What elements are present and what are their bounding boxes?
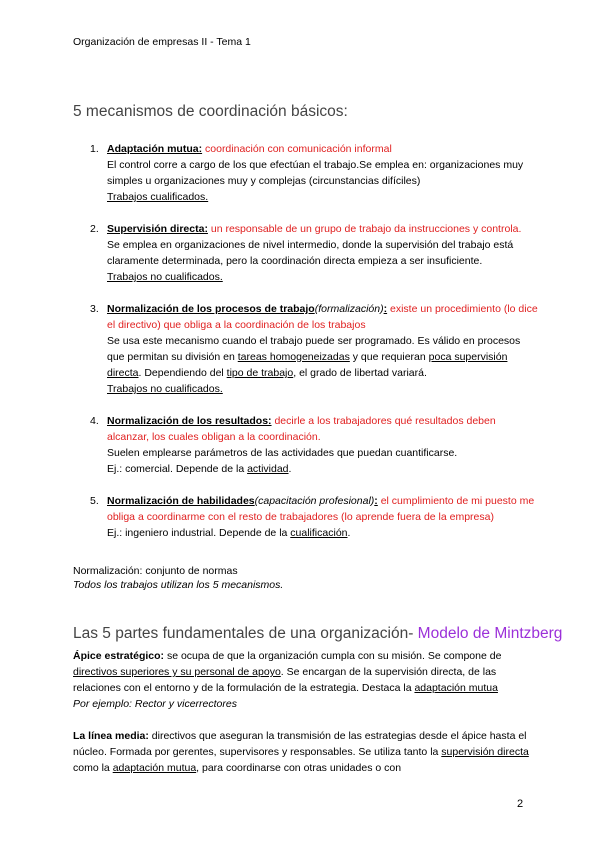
item-parenthetical: (capacitación profesional) (254, 495, 375, 507)
item-body: . Dependiendo del (138, 367, 227, 379)
item-example: Ej.: comercial. Depende de la (107, 463, 248, 475)
item-definition: decirle a los trabajadores qué resultados deben alcanzar, los cuales obligan a la coordinación. (107, 415, 496, 443)
item-title: Normalización de los procesos de trabajo (107, 303, 315, 315)
item-body: Suelen emplearse parámetros de las actividades que puedan cuantificarse. (107, 447, 458, 459)
item-number: 2. (90, 223, 99, 235)
part-text: se ocupa de que la organización cumpla con su misión. Se compone de (164, 650, 502, 662)
part-text: como la (73, 762, 113, 774)
part-text: directivos que aseguran la transmisión de las estrategias desde el ápice hasta el núcleo. Formada por gerentes, supervisores y responsables. Se utiliza tanto la (73, 730, 527, 758)
item-definition: el cumplimiento de mi puesto me obliga a coordinarme con el resto de trabajadores (lo aprende fuera de la empresa) (107, 495, 535, 523)
item-body-link: poca supervisión directa (107, 351, 508, 379)
item-title: Adaptación mutua: (107, 143, 203, 155)
normalization-note (73, 564, 283, 592)
part-text-link: directivos superiores y su personal de apoyo (73, 666, 281, 678)
item-workers-type: Trabajos no cualificados. (107, 383, 223, 395)
item-parenthetical: (formalización) (314, 303, 384, 315)
part-title: Ápice estratégico: (73, 650, 165, 662)
heading-main: Las 5 partes fundamentales de una organización- (73, 625, 418, 642)
list-item (90, 141, 540, 205)
item-number: 4. (90, 415, 99, 427)
item-example: Ej.: ingeniero industrial. Depende de la (107, 527, 291, 539)
list-item (90, 221, 540, 285)
item-definition: coordinación con comunicación informal (202, 143, 392, 155)
part-text: . Se encargan de la supervisión directa, de las relaciones con el entorno y de la formulación de la estrategia. Destaca la (73, 666, 497, 694)
part-text-link: supervisión directa (441, 746, 529, 758)
item-number: 1. (90, 143, 99, 155)
mechanisms-list (90, 141, 540, 557)
item-body: , el grado de libertad variará. (293, 367, 427, 379)
part-text-link: adaptación mutua (112, 762, 197, 774)
item-title: Supervisión directa: (107, 223, 208, 235)
heading-accent: Modelo de Mintzberg (417, 625, 563, 642)
page-header: Organización de empresas II - Tema 1 (73, 36, 251, 48)
item-example: . (288, 463, 292, 475)
item-title: Normalización de habilidades (107, 495, 255, 507)
item-colon: : (374, 495, 378, 507)
item-number: 3. (90, 303, 99, 315)
item-body: Se usa este mecanismo cuando el trabajo puede ser programado. Es válido en procesos que permitan su división en (107, 335, 521, 363)
part-text-link: adaptación mutua (414, 682, 498, 694)
item-workers-type: Trabajos no cualificados. (107, 271, 223, 283)
list-item (90, 413, 540, 477)
item-title: Normalización de los resultados: (107, 415, 272, 427)
list-item (90, 493, 540, 541)
item-body: y que requieran (349, 351, 429, 363)
item-definition: un responsable de un grupo de trabajo da instrucciones y controla. (207, 223, 522, 235)
page-number: 2 (517, 798, 524, 810)
item-workers-type: Trabajos cualificados. (107, 191, 209, 203)
item-definition: existe un procedimiento (lo dice el directivo) que obliga a la coordinación de los trabajos (107, 303, 538, 331)
note-all-jobs: Todos los trabajos utilizan los 5 mecanismos. (73, 579, 284, 591)
note-definition: Normalización: conjunto de normas (73, 565, 238, 577)
section-heading-parts (73, 625, 562, 643)
item-number: 5. (90, 495, 99, 507)
part-title: La línea media: (73, 730, 149, 742)
item-example-link: cualificación (290, 527, 348, 539)
item-body-link: tipo de trabajo (226, 367, 294, 379)
section-heading-mechanisms: 5 mecanismos de coordinación básicos: (73, 103, 348, 120)
item-example-link: actividad (247, 463, 289, 475)
part-text: , para coordinarse con otras unidades o con (196, 762, 402, 774)
part-example: Por ejemplo: Rector y vicerrectores (73, 698, 237, 710)
part-apice (73, 648, 533, 712)
item-body: El control corre a cargo de los que efectúan el trabajo.Se emplea en: organizaciones muy simples u organizaciones muy y complejas (circunstancias difíciles) (107, 159, 524, 187)
item-example: . (347, 527, 351, 539)
list-item (90, 301, 540, 397)
item-body-link: tareas homogeneizadas (237, 351, 350, 363)
organization-parts (73, 648, 533, 792)
item-colon: : (383, 303, 388, 315)
item-body: Se emplea en organizaciones de nivel intermedio, donde la supervisión del trabajo está claramente determinada, pero la coordinación directa empieza a ser insuficiente. (107, 239, 514, 267)
part-linea-media (73, 728, 533, 776)
